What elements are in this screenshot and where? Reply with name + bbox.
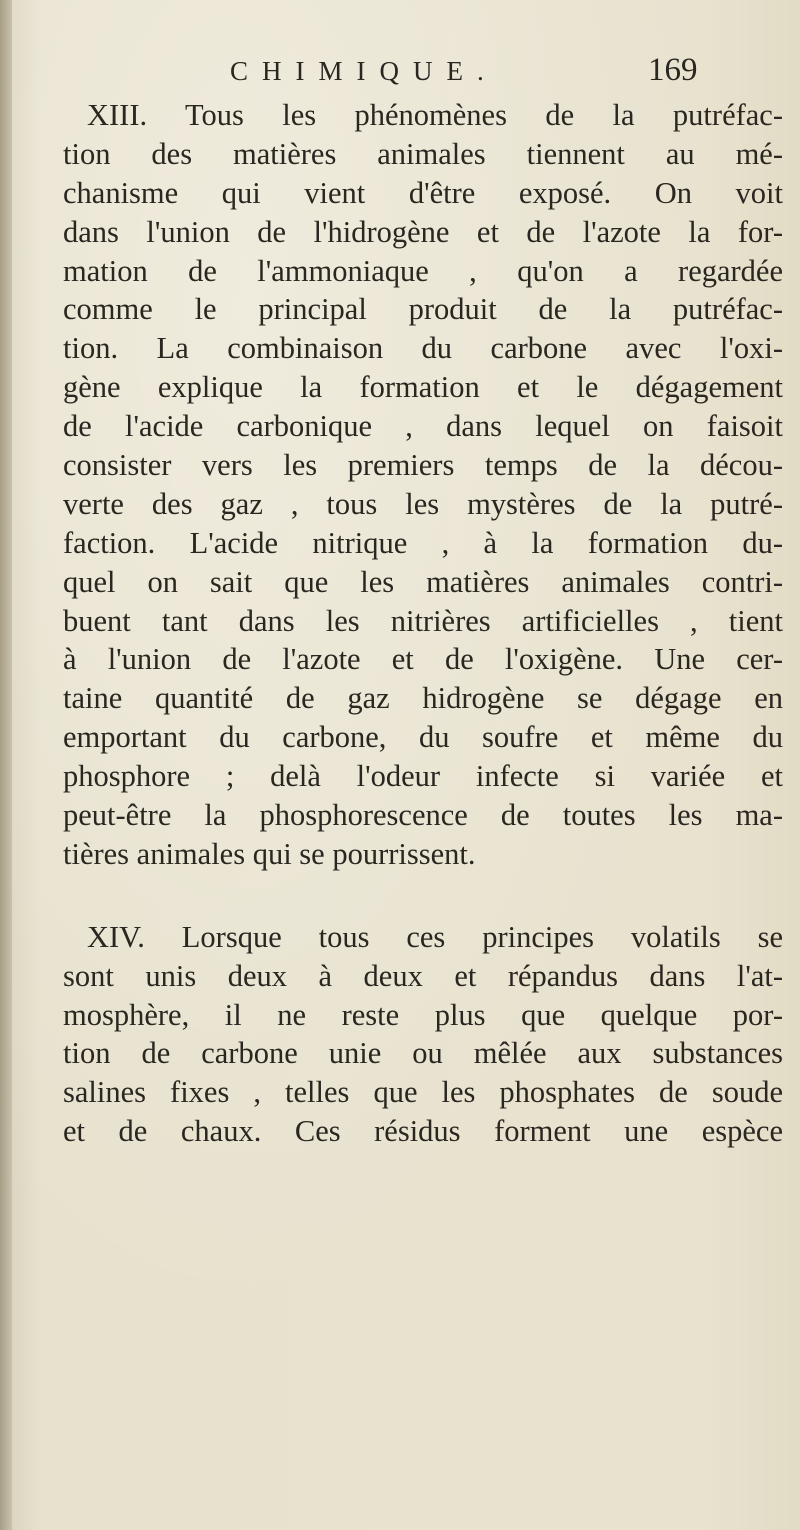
- page-number: 169: [648, 52, 698, 88]
- text-line: chanisme qui vient d'être exposé. On voit: [63, 175, 783, 210]
- running-head: CHIMIQUE.: [230, 56, 498, 86]
- text-line: phosphore ; delà l'odeur infecte si variée et: [63, 759, 783, 794]
- paragraph-xiv: [63, 918, 783, 1151]
- text-line: tion des matières animales tiennent au mé-: [63, 136, 783, 171]
- text-line: à l'union de l'azote et de l'oxigène. Une cer-: [63, 642, 783, 677]
- text-line: et de chaux. Ces résidus forment une espèce: [63, 1114, 783, 1149]
- text-line: tion. La combinaison du carbone avec l'oxi-: [63, 331, 783, 366]
- text-line: quel on sait que les matières animales contri-: [63, 564, 783, 599]
- text-line: XIV. Lorsque tous ces principes volatils se: [87, 919, 783, 954]
- text-line: mosphère, il ne reste plus que quelque por-: [63, 997, 783, 1032]
- text-line: faction. L'acide nitrique , à la formation du-: [63, 525, 783, 560]
- text-line: tion de carbone unie ou mêlée aux substances: [63, 1036, 783, 1071]
- page-binding-edge: [0, 0, 12, 1530]
- text-line: verte des gaz , tous les mystères de la putré-: [63, 486, 783, 521]
- text-line: peut-être la phosphorescence de toutes les ma-: [63, 798, 783, 833]
- paragraph-spacer: [63, 874, 783, 918]
- page-header: [0, 52, 800, 92]
- text-line: sont unis deux à deux et répandus dans l'at-: [63, 958, 783, 993]
- text-line: emportant du carbone, du soufre et même du: [63, 720, 783, 755]
- text-line: gène explique la formation et le dégagement: [63, 370, 783, 405]
- text-line: mation de l'ammoniaque , qu'on a regardée: [63, 253, 783, 288]
- text-line: de l'acide carbonique , dans lequel on faisoit: [63, 409, 783, 444]
- text-line: comme le principal produit de la putréfac-: [63, 292, 783, 327]
- paragraph-xiii: [63, 96, 783, 874]
- text-line: taine quantité de gaz hidrogène se dégage en: [63, 681, 783, 716]
- text-line: salines fixes , telles que les phosphates de soude: [63, 1075, 783, 1110]
- text-line: XIII. Tous les phénomènes de la putréfac-: [87, 98, 783, 132]
- text-line: consister vers les premiers temps de la décou-: [63, 448, 783, 483]
- text-line: dans l'union de l'hidrogène et de l'azote la for-: [63, 214, 783, 249]
- text-line: buent tant dans les nitrières artificielles , tient: [63, 603, 783, 638]
- body-text: [63, 96, 783, 1151]
- text-line: tières animales qui se pourrissent.: [63, 836, 476, 871]
